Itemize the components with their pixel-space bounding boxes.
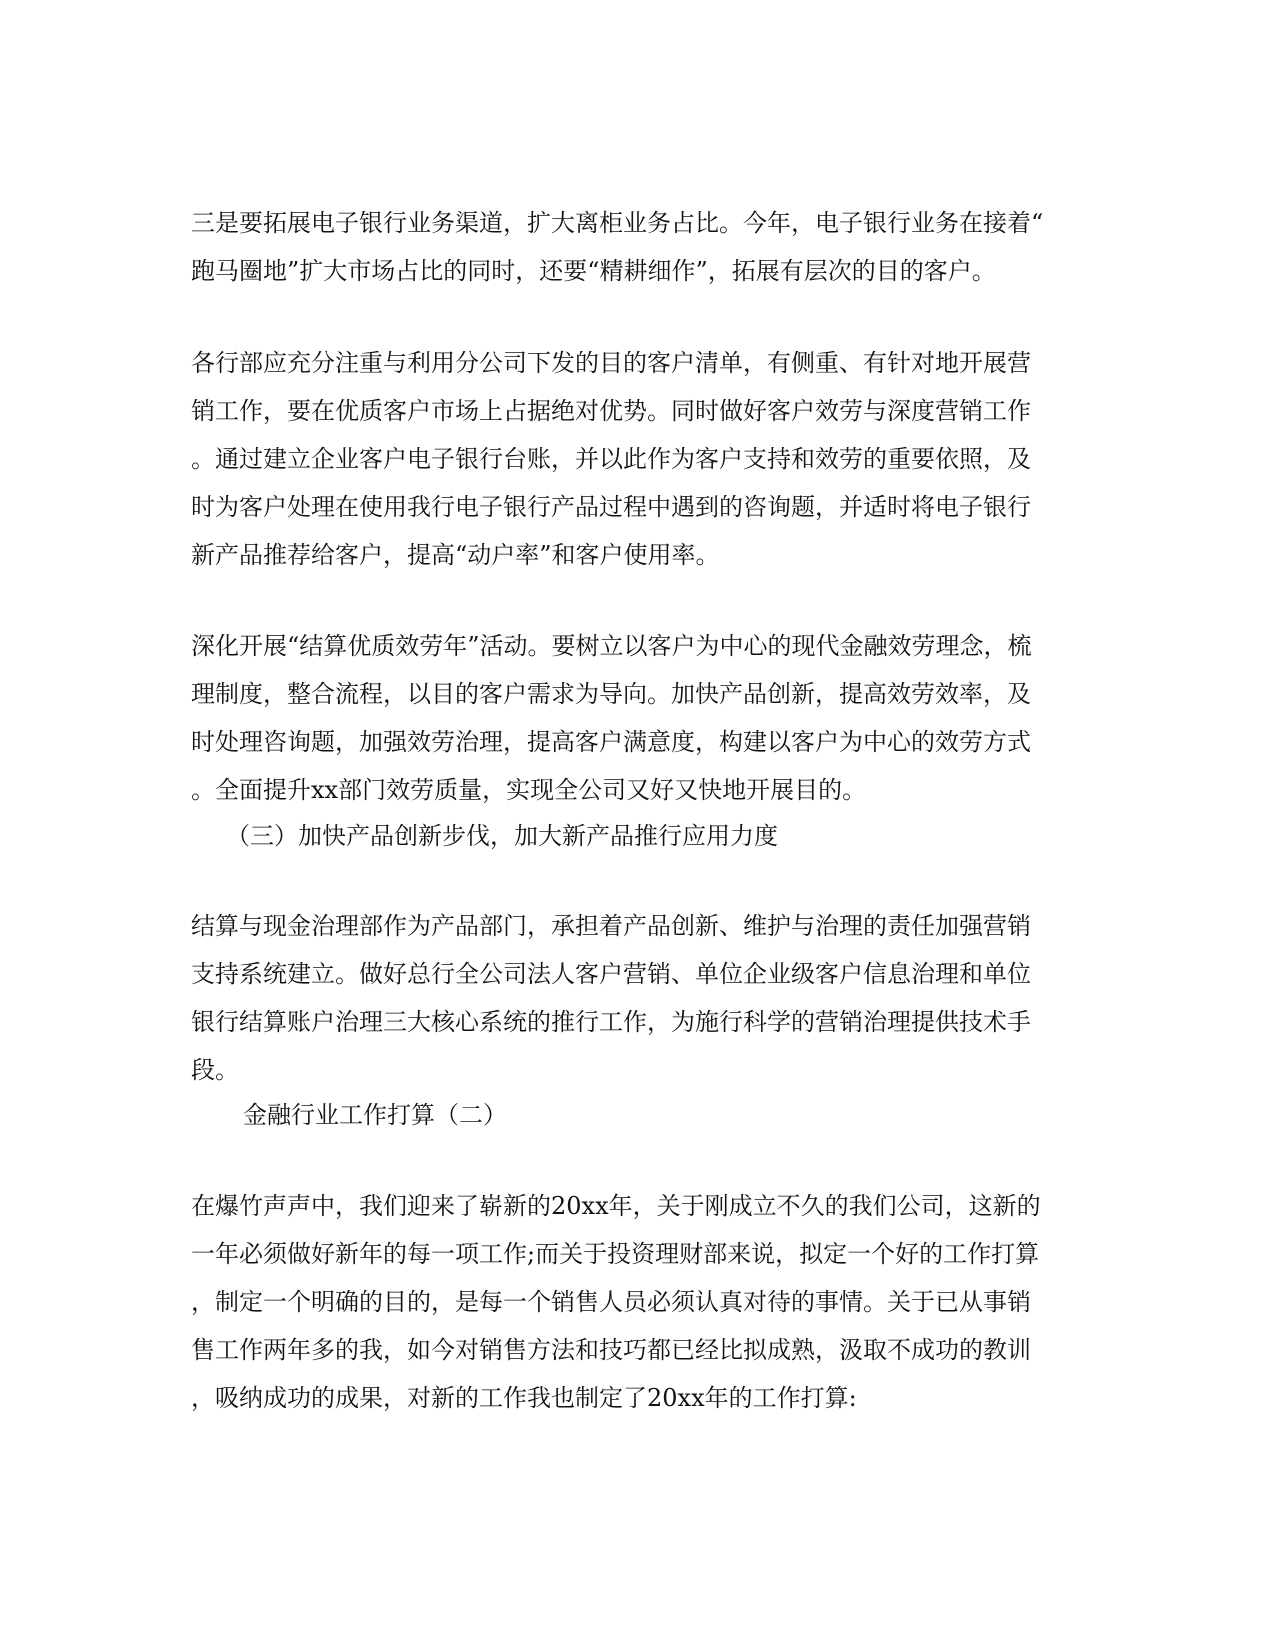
text-line: 三是要拓展电子银行业务渠道，扩大离柜业务占比。今年，电子银行业务在接着“ — [191, 209, 1044, 237]
paragraph-electronic-banking — [191, 199, 1091, 295]
section-heading-product-innovation: （三）加快产品创新步伐，加大新产品推行应用力度 — [226, 822, 778, 850]
text-line: 支持系统建立。做好总行全公司法人客户营销、单位企业级客户信息治理和单位 — [191, 960, 1031, 988]
text-line: 跑马圈地”扩大市场占比的同时，还要“精耕细作”，拓展有层次的目的客户。 — [191, 257, 996, 285]
text-line: 结算与现金治理部作为产品部门，承担着产品创新、维护与治理的责任加强营销 — [191, 912, 1031, 940]
text-line: 深化开展“结算优质效劳年”活动。要树立以客户为中心的现代金融效劳理念，梳 — [191, 632, 1032, 660]
text-line: 售工作两年多的我，如今对销售方法和技巧都已经比拟成熟，汲取不成功的教训 — [191, 1336, 1031, 1364]
text-line: 时为客户处理在使用我行电子银行产品过程中遇到的咨询题，并适时将电子银行 — [191, 493, 1031, 521]
text-line: 理制度，整合流程，以目的客户需求为导向。加快产品创新，提高效劳效率，及 — [191, 680, 1031, 708]
text-line: 时处理咨询题，加强效劳治理，提高客户满意度，构建以客户为中心的效劳方式 — [191, 728, 1031, 756]
text-line: 在爆竹声声中，我们迎来了崭新的20xx年，关于刚成立不久的我们公司，这新的 — [191, 1192, 1041, 1220]
text-line: ，制定一个明确的目的，是每一个销售人员必须认真对待的事情。关于已从事销 — [191, 1288, 1031, 1316]
text-line: 银行结算账户治理三大核心系统的推行工作，为施行科学的营销治理提供技术手 — [191, 1008, 1031, 1036]
section-heading-work-plan-two: 金融行业工作打算（二） — [243, 1101, 507, 1129]
paragraph-target-clients — [191, 339, 1091, 579]
text-line: 。通过建立企业客户电子银行台账，并以此作为客户支持和效劳的重要依照，及 — [191, 445, 1031, 473]
text-line: 新产品推荐给客户，提高“动户率”和客户使用率。 — [191, 541, 720, 569]
text-line: 段。 — [191, 1056, 239, 1084]
text-line: ，吸纳成功的成果，对新的工作我也制定了20xx年的工作打算: — [191, 1384, 857, 1412]
paragraph-service-year — [191, 622, 1091, 814]
paragraph-new-year-plan — [191, 1182, 1091, 1422]
text-line: 销工作，要在优质客户市场上占据绝对优势。同时做好客户效劳与深度营销工作 — [191, 397, 1031, 425]
text-line: 各行部应充分注重与利用分公司下发的目的客户清单，有侧重、有针对地开展营 — [191, 349, 1031, 377]
paragraph-product-department — [191, 902, 1091, 1094]
text-line: 一年必须做好新年的每一项工作;而关于投资理财部来说，拟定一个好的工作打算 — [191, 1240, 1040, 1268]
text-line: 。全面提升xx部门效劳质量，实现全公司又好又快地开展目的。 — [191, 776, 867, 804]
